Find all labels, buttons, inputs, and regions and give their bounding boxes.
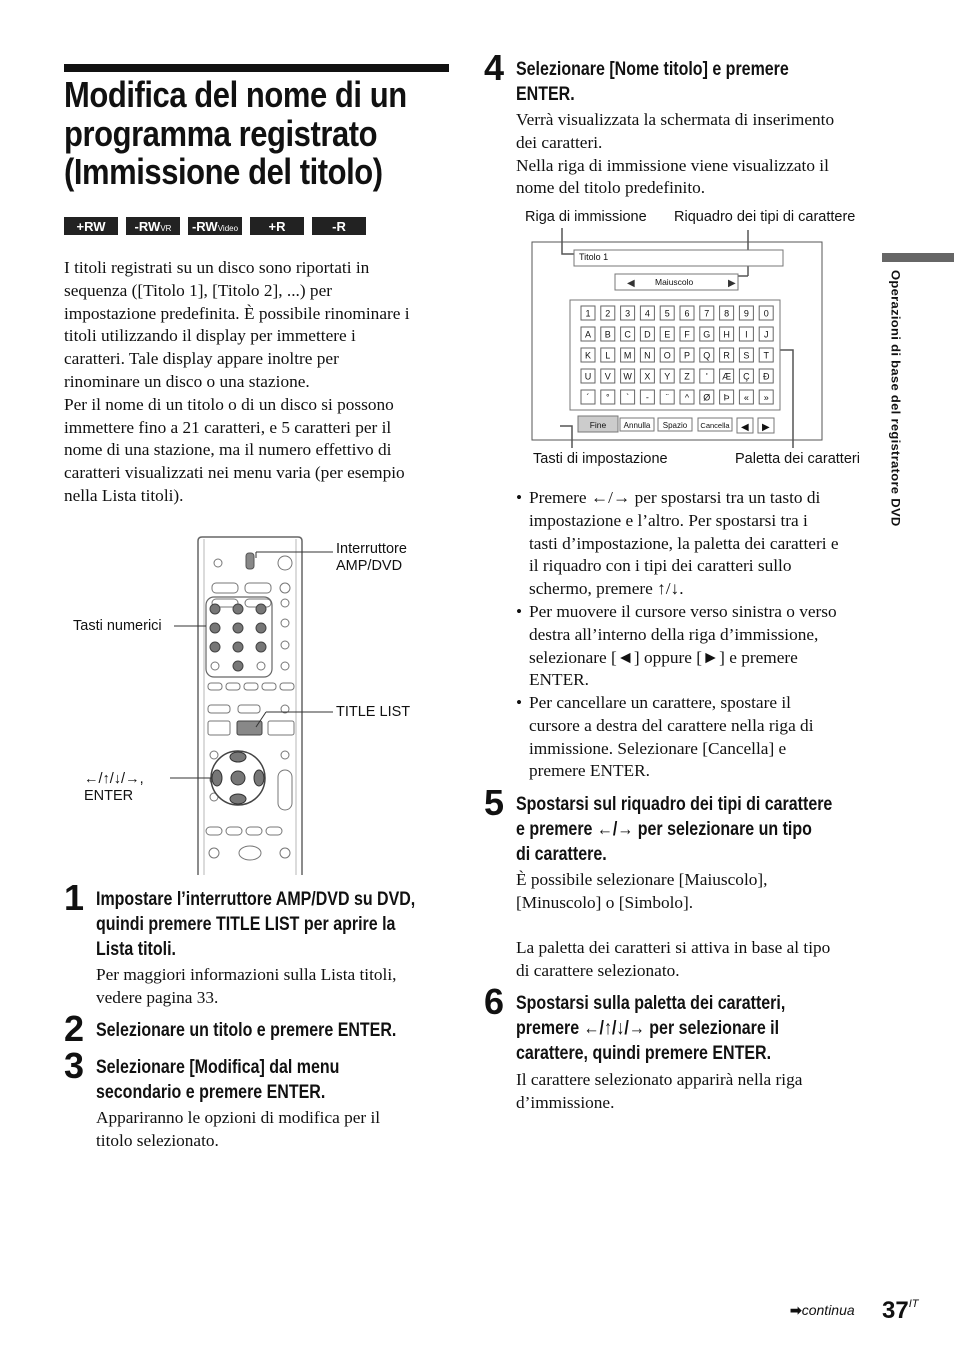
step-6-text: Il carattere selezionato apparirà nella riga d’immissione. — [516, 1070, 803, 1112]
palette-key-label: Y — [664, 371, 671, 382]
bullet-1: • Premere ←/→ per spostarsi tra un tasto di impostazione e l’altro. Per spostarsi tra i tasti d’impostazione, la paletta dei caratteri e il riquadro con i tipi dei caratteri sullo schermo, premere ↑/↓. — [516, 488, 839, 599]
badge-plus-rw: +RW — [64, 217, 118, 235]
palette-key-label: W — [623, 371, 632, 382]
palette-key-label: Ø — [703, 392, 711, 403]
palette-key-label: M — [623, 350, 632, 361]
badge-minus-r: -R — [312, 217, 366, 235]
palette-key-label: P — [683, 350, 691, 361]
title-rule — [64, 64, 449, 72]
palette-key-label: 7 — [704, 308, 710, 319]
cancella-label: Cancella — [700, 421, 730, 430]
palette-key-label: - — [645, 392, 649, 403]
palette-key-label: ' — [705, 371, 708, 382]
palette-key-label: R — [723, 350, 730, 361]
palette-key-label: C — [624, 329, 631, 340]
palette-key-label: Ç — [743, 371, 750, 382]
page-title — [64, 76, 468, 192]
step-4-number: 4 — [484, 47, 505, 88]
annulla-label: Annulla — [623, 421, 651, 430]
palette-key-label: 1 — [585, 308, 591, 319]
remote-callout-lines — [170, 540, 340, 810]
label-arrow-keys: ←/↑/↓/→, ENTER — [84, 771, 144, 804]
svg-text:◀: ◀ — [741, 422, 749, 433]
section-tab-bar — [882, 253, 954, 262]
input-row-value: Titolo 1 — [579, 252, 609, 262]
palette-key-label: J — [763, 329, 769, 340]
palette-key-label: Æ — [722, 371, 732, 382]
step-1-number: 1 — [64, 877, 85, 918]
step-1-heading: Impostare l’interruttore AMP/DVD su DVD, quindi premere TITLE LIST per aprire la Lista titoli. — [96, 888, 416, 960]
type-left-arrow: ◀ — [627, 278, 635, 289]
step-6-heading: Spostarsi sulla paletta dei caratteri, premere ←/↑/↓/→ per selezionare il carattere, quindi premere ENTER. — [516, 992, 786, 1064]
palette-key-label: « — [743, 392, 749, 403]
intro-paragraph: I titoli registrati su un disco sono riportati in sequenza ([Titolo 1], [Titolo 2], ...) per impostazione predefinita. È possibile rinominare i titoli utilizzando il display per immettere i caratteri. Tale display appare inoltre per rinominare un disco o una stazione. Per il nome di un titolo o di un disco si possono immettere fino a 21 caratteri, e 5 caratteri per il nome di una stazione, ma il numero effettivo di caratteri visualizzati nei menu varia (per esempio nella Lista titoli). — [64, 258, 410, 505]
spazio-label: Spazio — [662, 421, 688, 430]
page-number: $37^{IT}$ — [882, 1297, 919, 1324]
step-5-number: 5 — [484, 782, 505, 823]
palette-key-label: 2 — [605, 308, 611, 319]
label-input-row: Riga di immissione — [525, 209, 647, 225]
palette-key-label: 3 — [625, 308, 631, 319]
palette-key-label: V — [604, 371, 611, 382]
step-1-text: Per maggiori informazioni sulla Lista titoli, vedere pagina 33. — [96, 965, 397, 1007]
palette-key-label: D — [644, 329, 651, 340]
title-line: (Immissione del titolo) — [64, 151, 383, 192]
step-3-text: Appariranno le opzioni di modifica per il titolo selezionato. — [96, 1108, 381, 1150]
palette-key-label: 0 — [763, 308, 769, 319]
bullet-3: • Per cancellare un carattere, spostare il cursore a destra del carattere nella riga di immissione. Selezionare [Cancella] e premere ENTER. — [516, 693, 814, 781]
palette-key-label: 6 — [684, 308, 690, 319]
palette-key-label: U — [584, 371, 592, 382]
palette-key-label: ¨ — [665, 392, 669, 403]
palette-key-label: T — [763, 350, 769, 361]
label-amp-dvd-switch: Interruttore AMP/DVD — [336, 541, 407, 574]
palette-key-label: Q — [703, 350, 711, 361]
step-2-heading: Selezionare un titolo e premere ENTER. — [96, 1019, 397, 1041]
palette-key-label: L — [605, 350, 611, 361]
palette-key-label: G — [703, 329, 711, 340]
palette-key-label: ° — [605, 392, 610, 403]
title-line: Modifica del nome di un — [64, 74, 407, 115]
palette-key-label: Z — [684, 371, 690, 382]
palette-key-label: Ð — [762, 371, 770, 382]
palette-key-label: A — [584, 329, 592, 340]
palette-key-label: I — [745, 329, 748, 340]
label-setting-keys: Tasti di impostazione — [533, 451, 668, 467]
label-type-box: Riquadro dei tipi di carattere — [674, 209, 856, 225]
palette-key-label: 5 — [664, 308, 670, 319]
palette-key-label: B — [604, 329, 611, 340]
palette-key-label: S — [743, 350, 750, 361]
step-6-number: 6 — [484, 981, 505, 1022]
palette-key-label: 9 — [743, 308, 749, 319]
disc-type-badges — [64, 217, 366, 235]
palette-key-label: » — [763, 392, 769, 403]
palette-key-label: 4 — [644, 308, 650, 319]
palette-key-label: N — [644, 350, 651, 361]
palette-key-label: ` — [626, 392, 630, 403]
section-tab-label: Operazioni di base del registratore DVD — [888, 270, 903, 527]
svg-text:▶: ▶ — [762, 422, 770, 433]
step-5-heading: Spostarsi sul riquadro dei tipi di carattere e premere ←/→ per selezionare un tipo di carattere. — [516, 793, 833, 865]
arrow-right-icon: ➡ — [790, 1302, 802, 1318]
title-line: programma registrato — [64, 112, 378, 154]
step-5-text: È possibile selezionare [Maiuscolo], [Minuscolo] o [Simbolo]. La paletta dei caratteri si attiva in base al tipo di carattere selezionato. — [516, 870, 831, 981]
badge-plus-r: +R — [250, 217, 304, 235]
palette-key-label: 8 — [724, 308, 730, 319]
palette-key-label: F — [684, 329, 690, 340]
badge-minus-rw-vr: -RW $_{VR}$ — [126, 217, 180, 235]
palette-key-label: O — [663, 350, 671, 361]
bullet-2: • Per muovere il cursore verso sinistra o verso destra all’interno della riga d’immissione, selezionare [◄] oppure [►] e premere ENTER. — [516, 602, 837, 690]
step-4-heading: Selezionare [Nome titolo] e premere ENTER. — [516, 58, 789, 105]
palette-key-label: K — [584, 350, 592, 361]
palette-key-label: Þ — [723, 392, 730, 403]
palette-key-label: ^ — [684, 392, 690, 403]
palette-key-label: H — [723, 329, 730, 340]
step-3-heading: Selezionare [Modifica] dal menu secondario e premere ENTER. — [96, 1056, 340, 1103]
step-2-number: 2 — [64, 1008, 85, 1049]
palette-key-label: ´ — [586, 392, 590, 403]
fine-label: Fine — [589, 420, 607, 430]
label-numeric-keys: Tasti numerici — [73, 618, 162, 634]
type-box-value: Maiuscolo — [655, 277, 694, 287]
badge-minus-rw-video: -RW $_{Video}$ — [188, 217, 242, 235]
step-3-number: 3 — [64, 1045, 85, 1086]
label-title-list: TITLE LIST — [336, 704, 411, 720]
step-4-text: Verrà visualizzata la schermata di inserimento dei caratteri. Nella riga di immissione viene visualizzato il nome del titolo predefinito. — [516, 110, 835, 198]
palette-key-label: E — [664, 329, 671, 340]
palette-key-label: X — [644, 371, 651, 382]
type-right-arrow: ▶ — [728, 278, 736, 289]
continua-link: ➡continua — [790, 1302, 855, 1318]
label-palette: Paletta dei caratteri — [735, 451, 860, 467]
